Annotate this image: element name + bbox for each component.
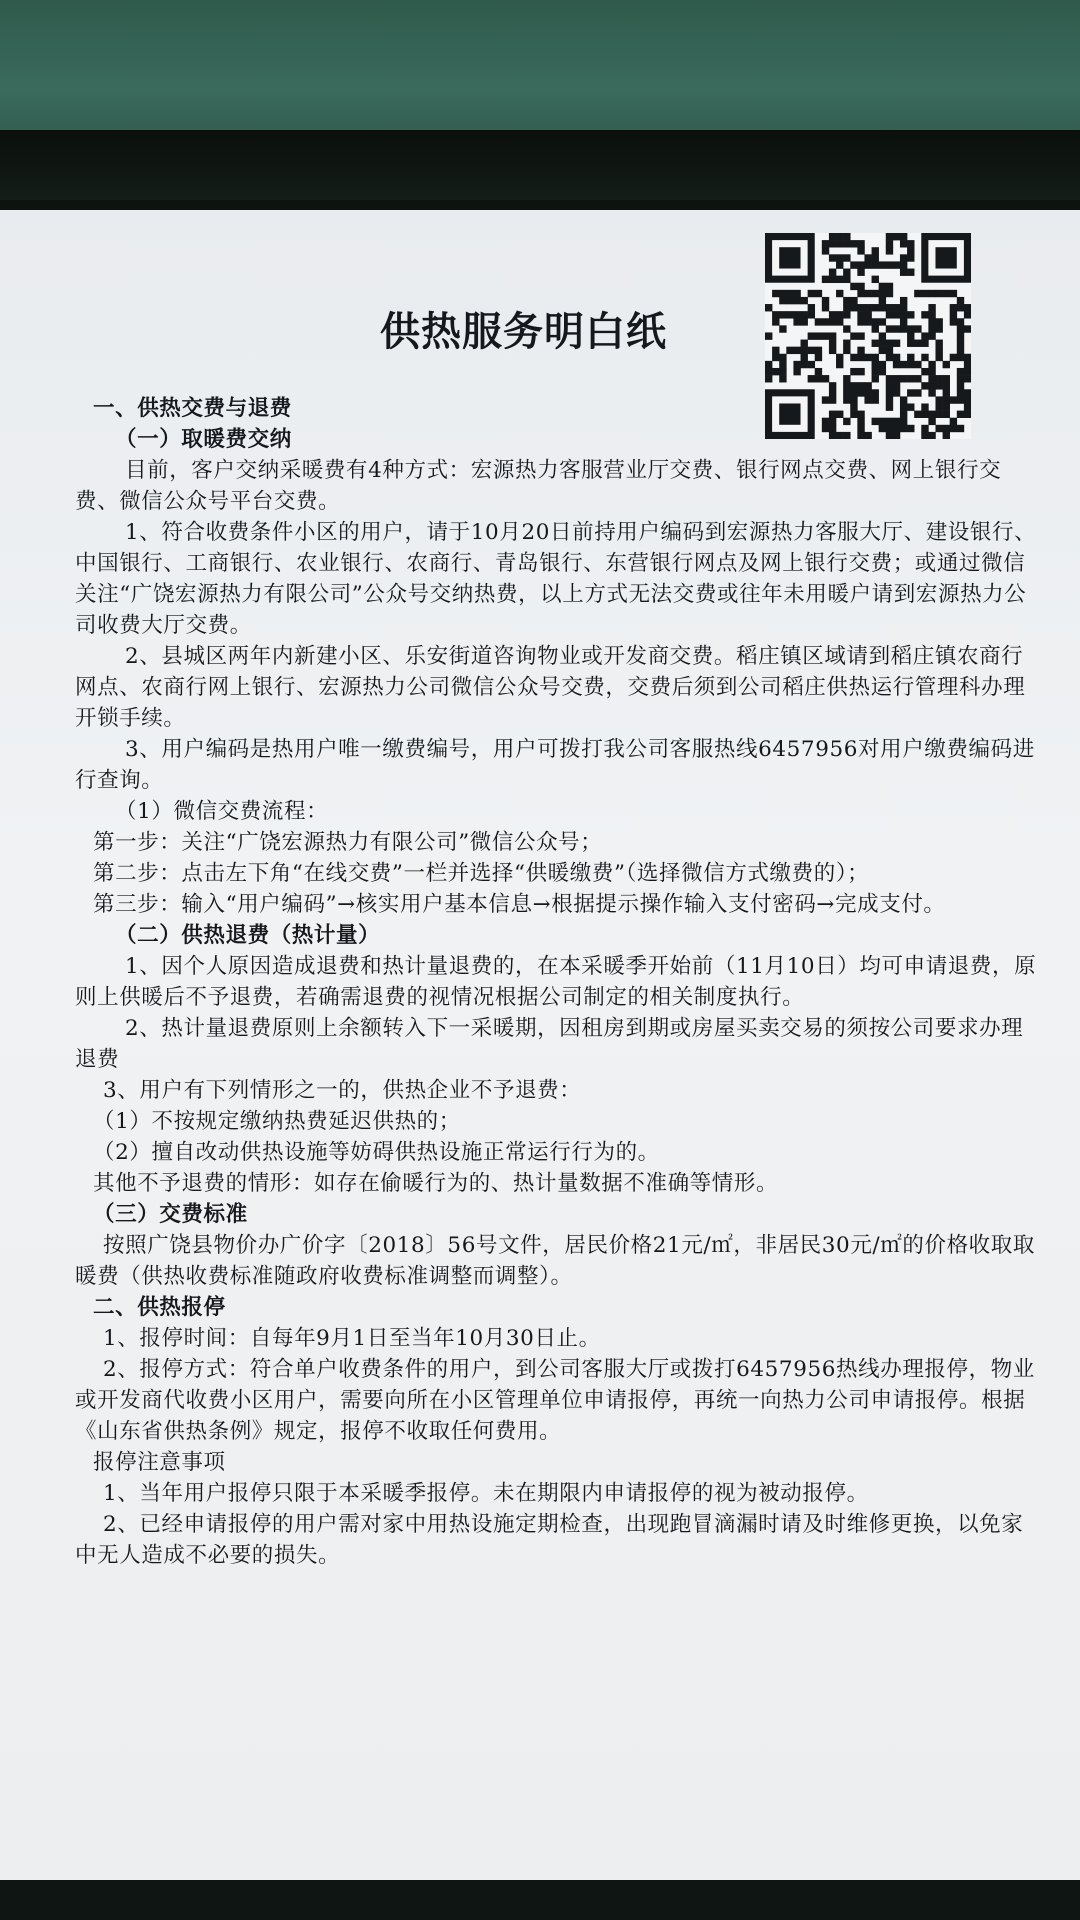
paragraph-suspension-time: 1、报停时间：自每年9月1日至当年10月30日止。 (103, 1326, 601, 1351)
document-title: 供热服务明白纸 (380, 309, 667, 355)
heading-subsection-fee-standard: （三）交费标准 (93, 1202, 248, 1227)
paragraph-refund-rule-1: 1、因个人原因造成退费和热计量退费的，在本采暖季开始前（11月10日）均可申请退费，原则上供暖后不予退费，若确需退费的视情况根据公司制定的相关制度执行。 (75, 954, 1037, 1010)
refund-case-2: （2）擅自改动供热设施等妨碍供热设施正常运行行为的。 (93, 1140, 660, 1165)
paragraph-payment-methods: 目前，客户交纳采暖费有4种方式：宏源热力客服营业厅交费、银行网点交费、网上银行交费、微信公众号平台交费。 (75, 458, 1002, 514)
paragraph-refund-rule-2: 2、热计量退费原则上余额转入下一采暖期，因租房到期或房屋买卖交易的须按公司要求办理退费 (75, 1016, 1024, 1072)
paragraph-payment-rule-1: 1、符合收费条件小区的用户，请于10月20日前持用户编码到宏源热力客服大厅、建设银行、中国银行、工商银行、农业银行、农商行、青岛银行、东营银行网点及网上银行交费；或通过微信关注“广饶宏源热力有限公司”公众号交纳热费，以上方式无法交费或往年未用暖户请到宏源热力公司收费大厅交费。 (75, 520, 1037, 638)
paragraph-payment-rule-3: 3、用户编码是热用户唯一缴费编号，用户可拨打我公司客服热线6457956对用户缴费编码进行查询。 (75, 737, 1035, 793)
step-2: 第二步：点击左下角“在线交费”一栏并选择“供暖缴费”（选择微信方式缴费的）； (93, 861, 870, 886)
document-body (75, 393, 1045, 1571)
step-1: 第一步：关注“广饶宏源热力有限公司”微信公众号； (93, 830, 603, 855)
paragraph-note-1: 1、当年用户报停只限于本采暖季报停。未在期限内申请报停的视为被动报停。 (103, 1481, 869, 1506)
heading-wechat-flow: （1）微信交费流程： (115, 799, 329, 824)
background-dark-edge (0, 130, 1080, 200)
refund-case-1: （1）不按规定缴纳热费延迟供热的； (93, 1109, 461, 1134)
paragraph-refund-rule-3: 3、用户有下列情形之一的，供热企业不予退费： (103, 1078, 582, 1103)
background-bottom-strip (0, 1880, 1080, 1920)
document-paper (0, 210, 1080, 1890)
refund-case-other: 其他不予退费的情形：如存在偷暖行为的、热计量数据不准确等情形。 (93, 1171, 779, 1196)
heading-subsection-refund: （二）供热退费（热计量） (115, 923, 381, 948)
heading-subsection-payment: （一）取暖费交纳 (115, 427, 292, 452)
paragraph-fee-standard: 按照广饶县物价办广价字〔2018〕56号文件，居民价格21元/㎡，非居民30元/㎡的价格收取取暖费（供热收费标准随政府收费标准调整而调整）。 (75, 1233, 1035, 1289)
paragraph-payment-rule-2: 2、县城区两年内新建小区、乐安街道咨询物业或开发商交费。稻庄镇区域请到稻庄镇农商行网点、农商行网上银行、宏源热力公司微信公众号交费，交费后须到公司稻庄供热运行管理科办理开锁手续。 (75, 644, 1026, 731)
heading-section-1: 一、供热交费与退费 (93, 396, 292, 421)
paragraph-note-2: 2、已经申请报停的用户需对家中用热设施定期检查，出现跑冒滴漏时请及时维修更换，以免家中无人造成不必要的损失。 (75, 1512, 1024, 1568)
heading-section-2: 二、供热报停 (93, 1295, 226, 1320)
step-3: 第三步：输入“用户编码”→核实用户基本信息→根据提示操作输入支付密码→完成支付。 (93, 892, 946, 917)
paragraph-suspension-method: 2、报停方式：符合单户收费条件的用户，到公司客服大厅或拨打6457956热线办理报停，物业或开发商代收费小区用户，需要向所在小区管理单位申请报停，再统一向热力公司申请报停。根据《山东省供热条例》规定，报停不收取任何费用。 (75, 1357, 1035, 1444)
heading-suspension-notes: 报停注意事项 (93, 1450, 226, 1475)
